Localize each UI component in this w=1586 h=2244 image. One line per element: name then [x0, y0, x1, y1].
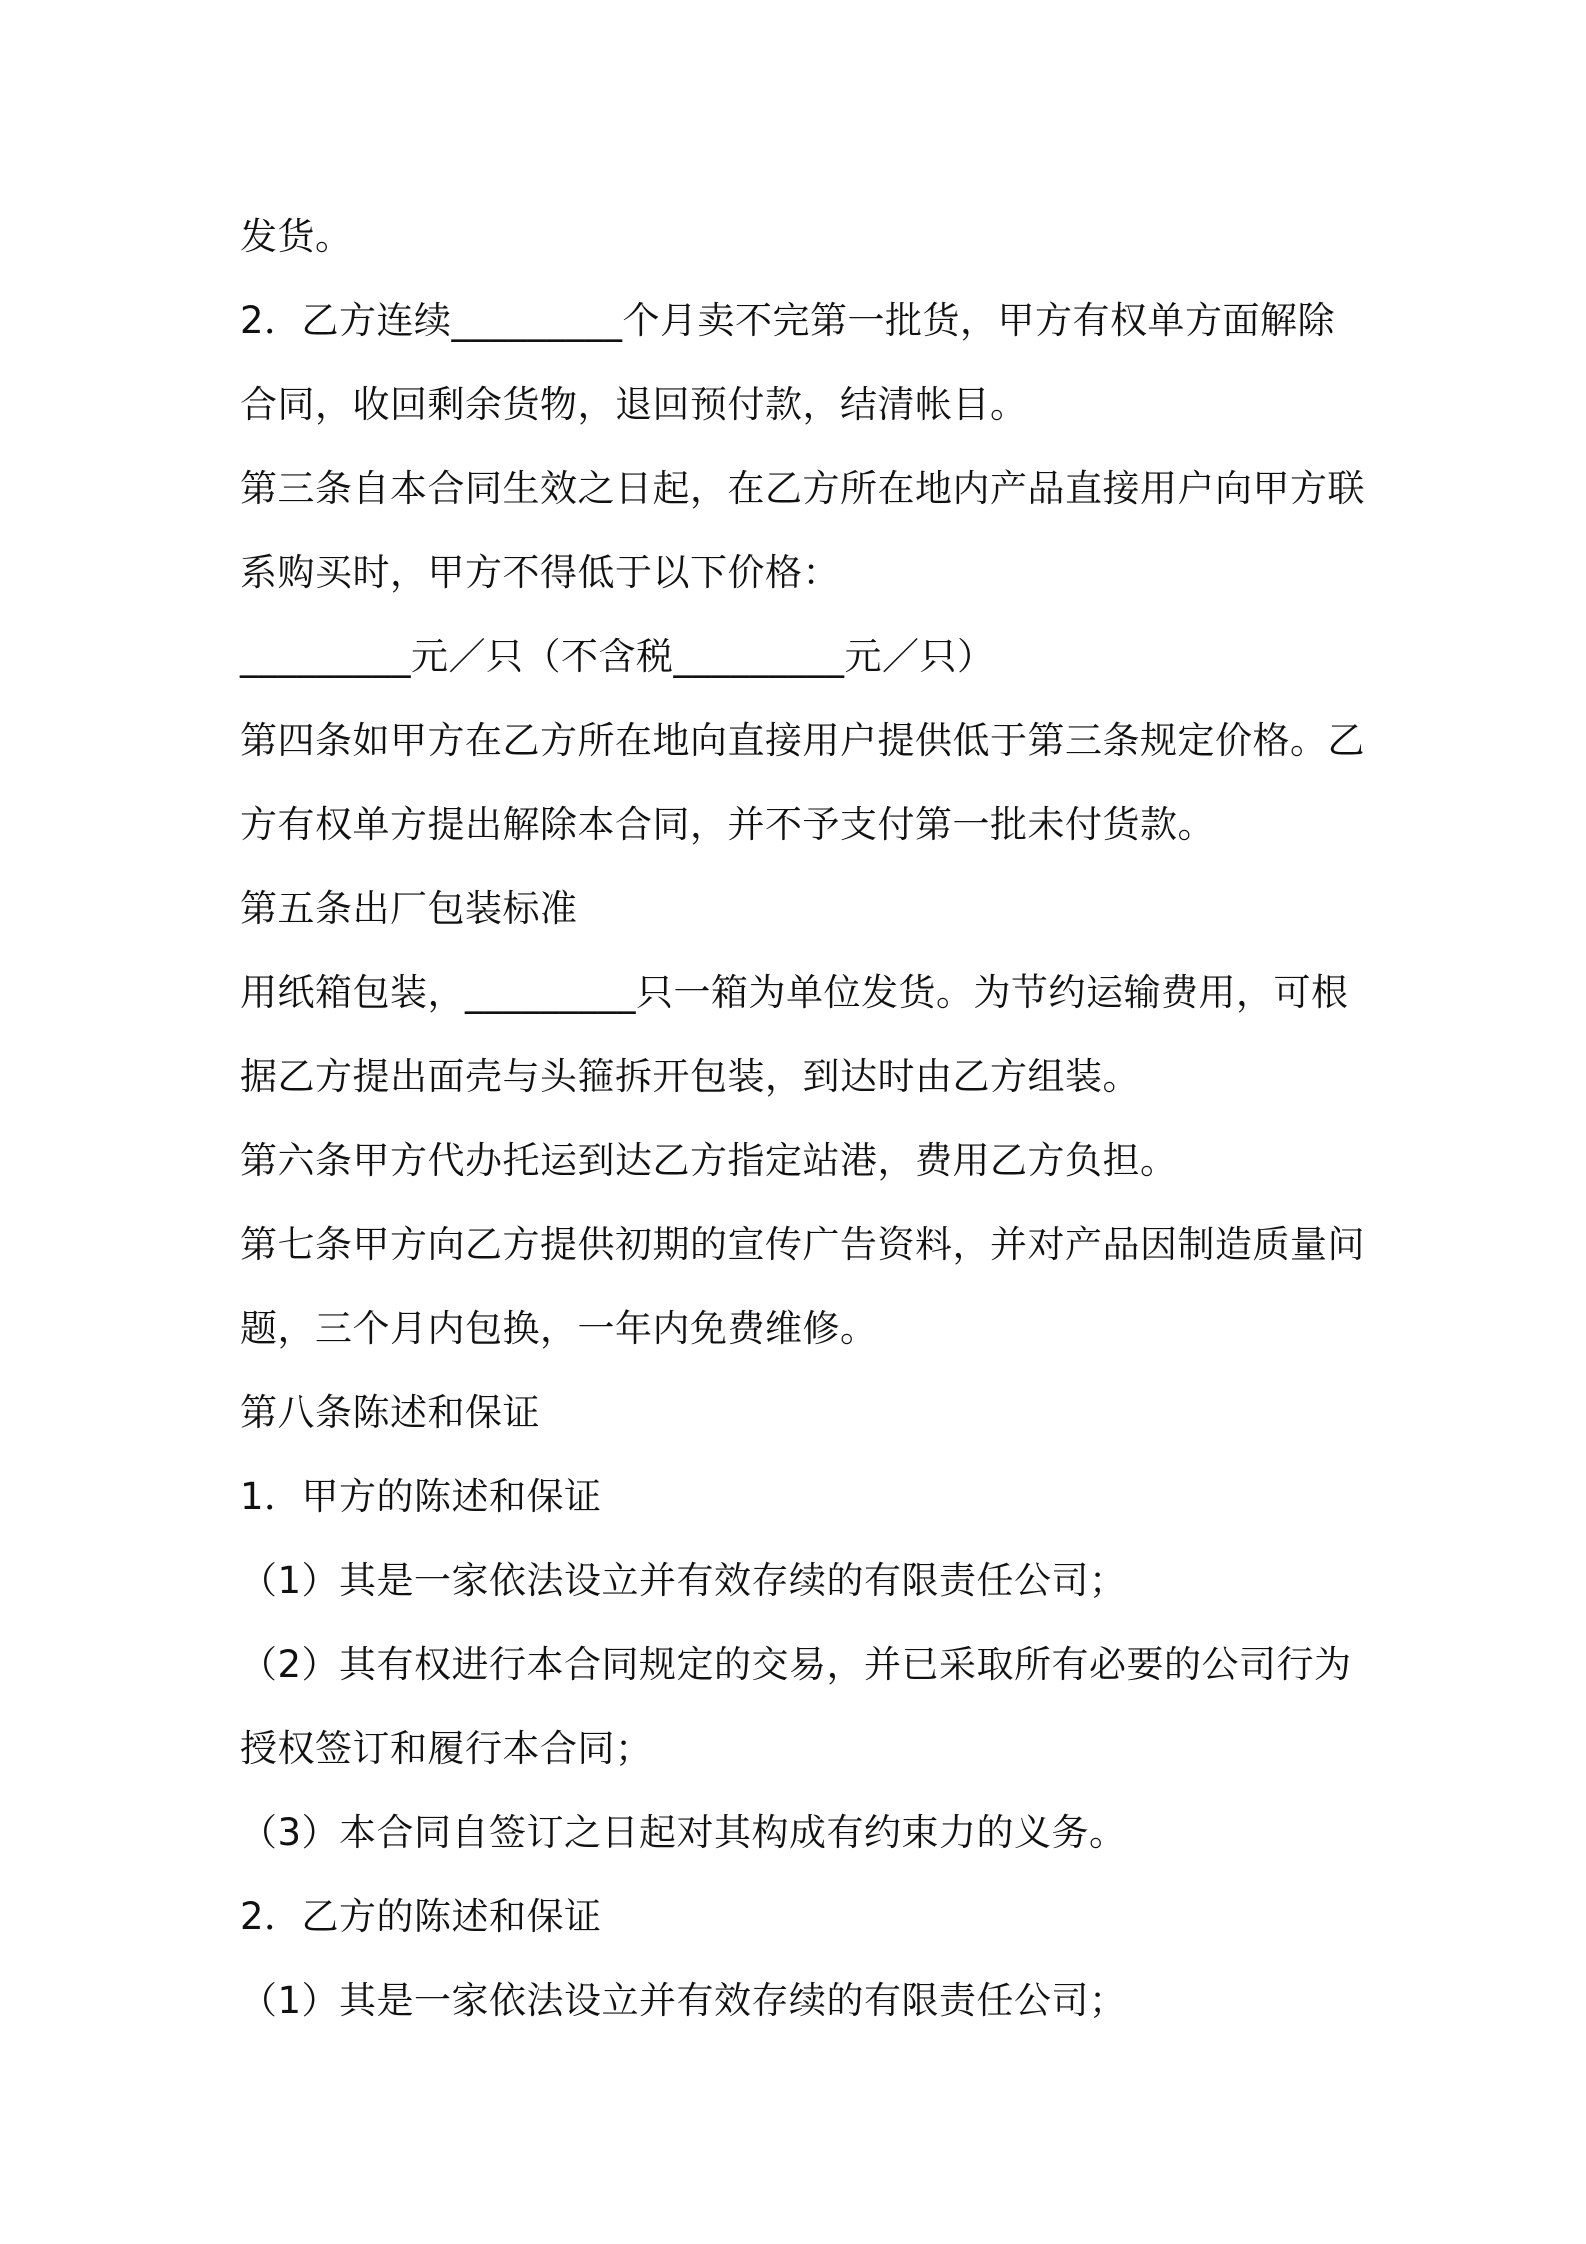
- text-line: 第七条甲方向乙方提供初期的宣传广告资料，并对产品因制造质量问: [240, 1223, 1365, 1266]
- text-line: 方有权单方提出解除本合同，并不予支付第一批未付货款。: [240, 803, 1215, 846]
- text-line: 第六条甲方代办托运到达乙方指定站港，费用乙方负担。: [240, 1139, 1178, 1182]
- text-line: （1）其是一家依法设立并有效存续的有限责任公司；: [240, 1559, 1127, 1602]
- text-line: 合同，收回剩余货物，退回预付款，结清帐目。: [240, 383, 1028, 426]
- text-line: （1）其是一家依法设立并有效存续的有限责任公司；: [240, 1979, 1127, 2022]
- text-line: 第五条出厂包装标准: [240, 887, 578, 930]
- text-line: 系购买时，甲方不得低于以下价格：: [240, 551, 840, 594]
- text-line: 授权签订和履行本合同；: [240, 1727, 653, 1770]
- text-line: （2）其有权进行本合同规定的交易，并已采取所有必要的公司行为: [240, 1643, 1352, 1686]
- text-line: _________元／只（不含税_________元／只）: [240, 635, 995, 678]
- text-line: 据乙方提出面壳与头箍拆开包装，到达时由乙方组装。: [240, 1055, 1140, 1098]
- text-line: 第四条如甲方在乙方所在地向直接用户提供低于第三条规定价格。乙: [240, 719, 1365, 762]
- text-line: 第三条自本合同生效之日起，在乙方所在地内产品直接用户向甲方联: [240, 467, 1365, 510]
- document-body: [240, 195, 1365, 2043]
- text-line: 2．乙方连续_________个月卖不完第一批货，甲方有权单方面解除: [240, 299, 1336, 342]
- text-line: 用纸箱包装，_________只一箱为单位发货。为节约运输费用，可根: [240, 971, 1349, 1014]
- text-line: （3）本合同自签订之日起对其构成有约束力的义务。: [240, 1811, 1127, 1854]
- text-line: 2．乙方的陈述和保证: [240, 1895, 602, 1938]
- text-line: 第八条陈述和保证: [240, 1391, 540, 1434]
- text-line: 1．甲方的陈述和保证: [240, 1475, 602, 1518]
- text-line: 发货。: [240, 215, 353, 258]
- text-line: 题，三个月内包换，一年内免费维修。: [240, 1307, 878, 1350]
